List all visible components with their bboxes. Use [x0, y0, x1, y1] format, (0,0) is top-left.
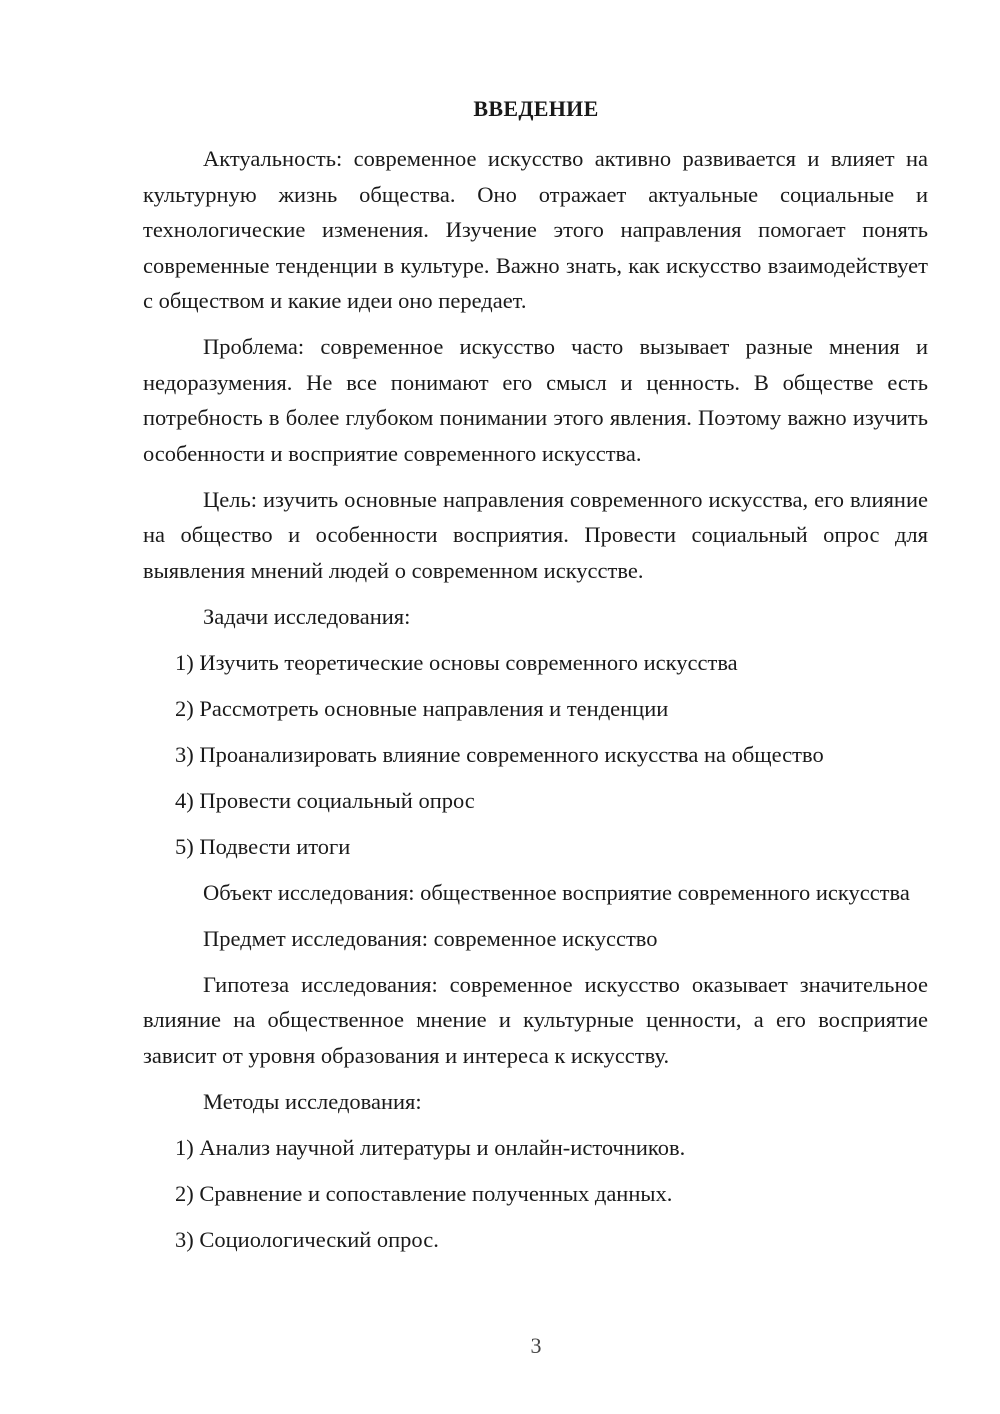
method-item: 1) Анализ научной литературы и онлайн-источников. [175, 1134, 686, 1160]
document-body [143, 141, 928, 1268]
method-item: 3) Социологический опрос. [175, 1226, 439, 1252]
relevance-paragraph: Актуальность: современное искусство активно развивается и влияет на культурную жизнь общества. Оно отражает актуальные социальные и технологические изменения. Изучение этого направления помогает понять современные тенденции в культуре. Важно знать, как искусство взаимодействует с обществом и какие идеи оно передает. [143, 146, 928, 313]
subject-paragraph: Предмет исследования: современное искусство [203, 925, 658, 951]
task-item: 2) Рассмотреть основные направления и тенденции [175, 695, 669, 721]
page-number: 3 [530, 1333, 542, 1358]
tasks-heading: Задачи исследования: [203, 603, 411, 629]
task-item: 5) Подвести итоги [175, 833, 351, 859]
problem-paragraph: Проблема: современное искусство часто вызывает разные мнения и недоразумения. Не все понимают его смысл и ценность. В обществе есть потребность в более глубоком понимании этого явления. Поэтому важно изучить особенности и восприятие современного искусства. [143, 334, 928, 466]
task-item: 3) Проанализировать влияние современного искусства на общество [175, 741, 824, 767]
goal-paragraph: Цель: изучить основные направления современного искусства, его влияние на общество и особенности восприятия. Провести социальный опрос для выявления мнений людей о современном искусстве. [143, 486, 928, 583]
hypothesis-paragraph: Гипотеза исследования: современное искусство оказывает значительное влияние на общественное мнение и культурные ценности, а его восприятие зависит от уровня образования и интереса к искусству. [143, 971, 928, 1068]
object-paragraph: Объект исследования: общественное восприятие современного искусства [203, 879, 910, 905]
page-title: ВВЕДЕНИЕ [473, 96, 599, 121]
methods-heading: Методы исследования: [203, 1088, 422, 1114]
method-item: 2) Сравнение и сопоставление полученных данных. [175, 1180, 673, 1206]
task-item: 1) Изучить теоретические основы современного искусства [175, 649, 738, 675]
task-item: 4) Провести социальный опрос [175, 787, 475, 813]
